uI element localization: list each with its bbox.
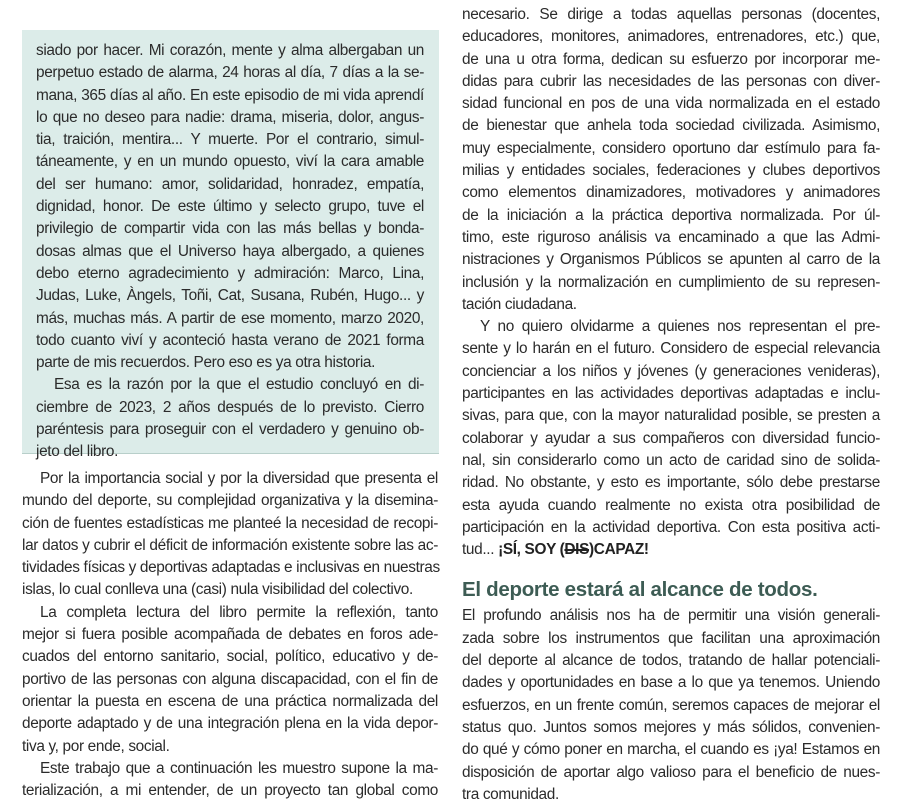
text-line: participantes en las actividades deportivas adaptadas e inclu- [462,385,880,403]
text-line: nal, sin considerarlo como un acto de caridad sino de solida- [462,451,880,469]
text-line: muy especialmente, considero oportuno dar estímulo para fa- [462,139,880,157]
section-paragraph [462,605,880,806]
box-text [36,40,424,464]
text-line: táneamente, y en un mundo opuesto, viví la cara amable [36,153,424,171]
text-line: colaborar y ayudar a sus compañeros con diversidad funcio- [462,429,880,447]
text-line: portivo de las personas con alguna discapacidad, con el fin de [22,670,438,688]
text-line: deporte adaptado y de una integración plena en la vida depor- [22,715,438,733]
slogan-start: ¡SÍ, SOY ( [498,541,565,559]
text-line: tra comunidad. [462,785,559,803]
text-line: Este trabajo que a continuación les muestro supone la ma- [40,759,438,777]
text-line: tación ciudadana. [462,295,577,313]
text-line: del ser humano: amor, solidaridad, honradez, empatía, [36,175,424,193]
text-line: parte de mis recuerdos. Pero eso es ya otra historia. [36,354,376,372]
text-line: privilegio de compartir vida con las más bellas y bonda- [36,220,424,238]
text-line: islas, lo cual conlleva una (casi) nula visibilidad del colectivo. [22,581,413,599]
paragraph [22,602,438,758]
text-line: de la iniciación a la práctica deportiva normalizada. Por úl- [462,206,880,224]
text-line: siado por hacer. Mi corazón, mente y alma albergaban un [36,42,424,59]
text-line: El profundo análisis nos ha de permitir una visión generali- [462,607,880,625]
text-line: tia, traición, mentira... Y muerte. Por el contrario, simul- [36,131,424,149]
text-line: necesario. Se dirige a todas aquellas personas (docentes, [462,6,880,23]
text-line: La completa lectura del libro permite la reflexión, tanto [40,603,438,621]
text-line: mejor si fuera posible acompañada de debates en foros ade- [22,626,438,644]
text-line: ridad. No obstante, y esto es importante, sólo debe prestarse [462,474,880,492]
text-line: orientar la puesta en escena de una práctica normalizada del [22,692,438,710]
text-line: todo cuanto viví y aconteció hasta verano de 2021 forma [36,331,424,349]
text-line: concienciar a los niños y jóvenes (y generaciones venideras), [462,362,880,380]
box-paragraph-1 [36,40,424,374]
highlighted-text-box [22,30,439,461]
text-line: de bienestar que anhela toda sociedad civilizada. Asimismo, [462,117,880,135]
text-line: terialización, a mi entender, de un proyecto tan global como [22,782,438,800]
text-line: Por la importancia social y por la diversidad que presenta el [40,470,438,487]
right-column-body [462,4,880,806]
text-line: lo que no deseo para nadie: drama, miseria, dolor, angus- [36,108,424,126]
text-line: timo, este riguroso análisis va encaminado a que las Admi- [462,228,880,246]
text-line: cuados del entorno sanitario, social, político, educativo y de- [22,648,438,666]
text-line: como elementos dinamizadores, motivadores y animadores [462,184,880,202]
text-line: dosas almas que el Universo haya albergado, a quienes [36,242,424,260]
text-line: status quo. Juntos somos mejores y más sólidos, convenien- [462,718,880,736]
text-line: ción de fuentes estadísticas me planteé la necesidad de recopi- [22,514,438,532]
text-line: paréntesis para proseguir con el verdadero y genuino ob- [36,421,424,439]
text-line: ciembre de 2023, 2 años después de lo previsto. Cierro [36,398,424,416]
text-line: perpetuo estado de alarma, 24 horas al día, 7 días a la se- [36,64,424,82]
closing-prefix: tud... [462,541,499,559]
text-line: Esa es la razón por la que el estudio concluyó en di- [54,376,424,394]
text-line: nistraciones y Organismos Públicos se apunten al carro de la [462,251,880,269]
text-line: de una u otra forma, dedican su esfuerzo por incorporar me- [462,50,880,68]
text-line: tiva y, por ende, social. [22,737,170,755]
text-line: dignidad, honor. De este último y selecto grupo, tuve el [36,198,424,216]
paragraph [462,4,880,316]
paragraph [22,758,438,803]
text-line: dades y oportunidades en base a lo que ya tenemos. Uniendo [462,674,880,692]
text-line: debo eterno agradecimiento y admiración: Marco, Lina, [36,264,424,282]
text-line: milias y entidades sociales, federaciones y clubes deportivos [462,162,880,180]
text-line: do qué y cómo poner en marcha, el cuando es ¡ya! Estamos en [462,741,880,759]
box-paragraph-2 [36,374,424,463]
text-line: más, muchas más. A partir de ese momento, marzo 2020, [36,309,424,327]
text-line: tividades físicas y deportivas adaptadas e inclusivas en nuestras [22,559,440,577]
text-line: esta ayuda cuando realmente no exista otra posibilidad de [462,496,880,514]
paragraph [22,468,438,602]
text-line: Judas, Luke, Àngels, Toñi, Cat, Susana, Rubén, Hugo... y [36,287,424,305]
text-line: del deporte al alcance de todos, tratando de hallar potenciali- [462,652,880,670]
text-line: inclusión y la normalización en cumplimiento de su represen- [462,273,880,291]
slogan-struck-dis: DIS [564,541,590,559]
text-line: sivas, para que, con la mayor naturalidad posible, se presten a [462,407,880,425]
text-line: lar datos y cubrir el déficit de información existente sobre las ac- [22,536,438,554]
text-line: mundo del deporte, su complejidad organizativa y la disemina- [22,492,438,510]
text-line: didas para cubrir las necesidades de las personas con diver- [462,72,880,90]
text-line: zada sobre los instrumentos que facilitan una aproximación [462,629,880,647]
text-line: sente y lo harán en el futuro. Considero de especial relevancia [462,340,880,358]
left-column-body [22,468,438,802]
text-line: esfuerzos, en un frente común, seremos capaces de mejorar el [462,696,880,714]
text-line: jeto del libro. [36,443,119,461]
paragraph [462,316,880,561]
slogan-end: )CAPAZ! [589,541,649,559]
slogan [498,541,649,558]
text-line: participación en la actividad deportiva. Con esta positiva acti- [462,518,880,536]
text-line: mana, 365 días al año. En este episodio de mi vida aprendí [36,86,424,104]
section-heading: El deporte estará al alcance de todos. [462,578,818,602]
text-line: educadores, monitores, animadores, entrenadores, etc.) que, [462,28,880,46]
text-line: sidad funcional en pos de una vida normalizada en el estado [462,95,880,113]
text-line: Y no quiero olvidarme a quienes nos representan el pre- [480,318,880,336]
text-line: disposición de aportar algo valioso para el beneficio de nues- [462,763,880,781]
closing-line [462,539,880,561]
